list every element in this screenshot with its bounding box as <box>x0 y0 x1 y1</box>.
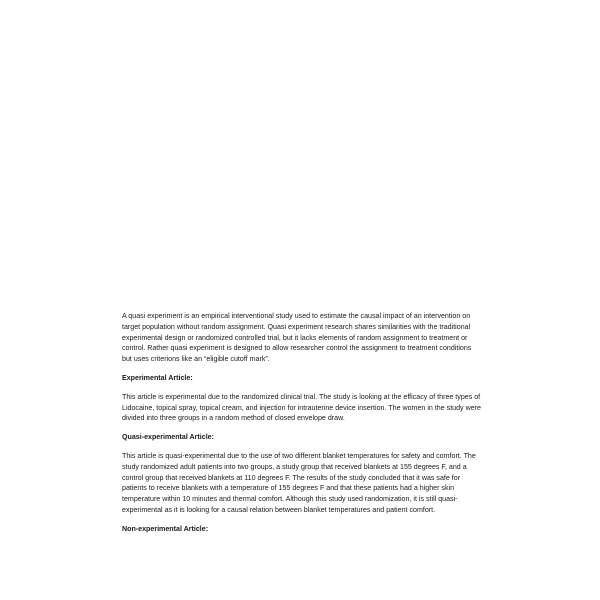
non-experimental-article-heading: Non-experimental Article: <box>122 524 209 533</box>
quasi-experimental-article-paragraph: This article is quasi-experimental due to the use of two different blanket temperatures for safety and comfort. The study randomized adult patients into two groups, a study group that received blankets at 155 degrees F, and a control group that received blankets at 110 degrees F. The results of the study concluded that it was safe for patients to receive blankets with a temperature of 155 degrees F and that these patients had a higher skin temperature within 10 minutes and thermal comfort. Although this study used randomization, it is still quasi-experimental as it is looking for a causal relation between blanket temperatures and patient comfort. <box>122 451 476 514</box>
experimental-article-heading: Experimental Article: <box>122 373 193 382</box>
quasi-experimental-article-heading: Quasi-experimental Article: <box>122 433 214 442</box>
experimental-article-paragraph: This article is experimental due to the randomized clinical trial. The study is looking at the efficacy of three types of Lidocaine, topical spray, topical cream, and injection for intrauterine device insertion. The women in the study were divided into three groups in a random method of closed envelope draw. <box>122 392 481 423</box>
document-body <box>122 311 482 543</box>
intro-paragraph: A quasi experiment is an empirical interventional study used to estimate the causal impact of an intervention on target population without random assignment. Quasi experiment research shares similarities with the traditional experimental design or randomized controlled trial, but it lacks elements of random assignment to treatment or control. Rather quasi experiment is designed to allow researcher control the assignment to treatment conditions but uses criterions like an “eligible cutoff mark”. <box>122 312 472 364</box>
